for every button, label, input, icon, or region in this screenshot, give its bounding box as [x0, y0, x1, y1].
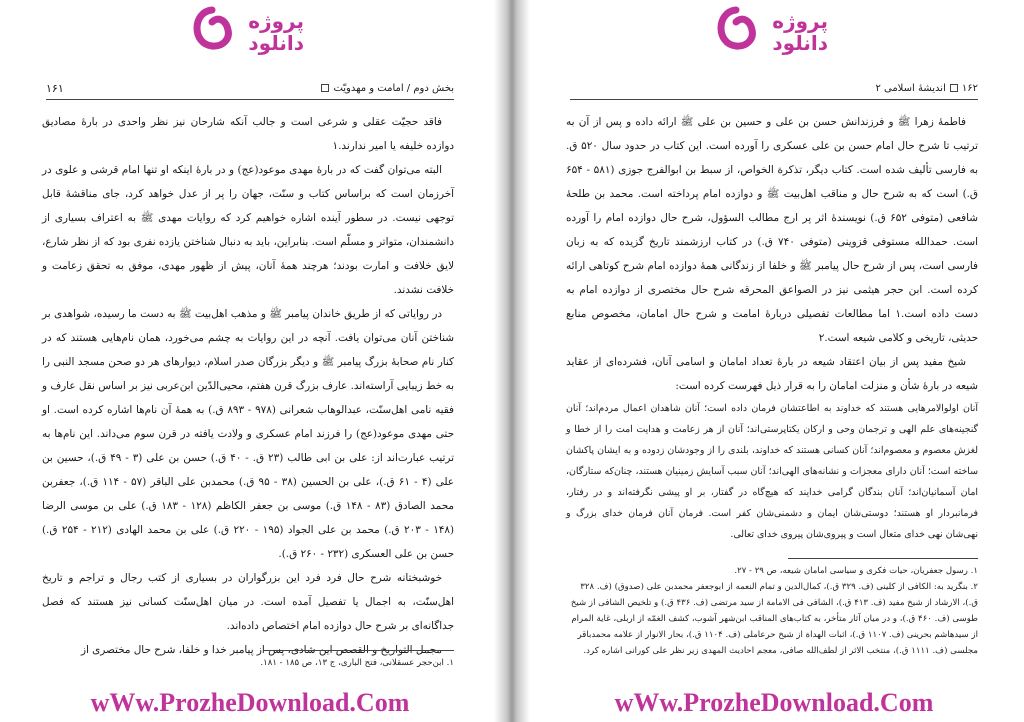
- footnote-rule: [264, 650, 454, 651]
- separator-square-icon: [950, 84, 958, 92]
- paragraph: فاطمهٔ زهرا ﷺ و فرزندانش حسن بن علی و حسین بن علی ﷺ ارائه داده و پس از آن به ترتیب تا شرح حال امام حسن بن علی عسکری را آورده است. این کتاب در حدود سال ۵۲۰ ق. به فارسی تألیف شده است. کتاب دیگر، تذکرة الخواص، از سبط بن ابوالفرج جوزی (۵۸۱ - ۶۵۴ ق.) است که به شرح حال و مناقب اهل‌بیت ﷺ و دوازده امام پرداخته است. محمد بن طلحهٔ شافعی (متوفی ۶۵۲ ق.) نویسندهٔ اثر پر ارج مطالب السؤول، شرح حال دوازده امام را آورده است. حمدالله مستوفی قزوینی (متوفی ۷۴۰ ق.) در کتاب ارزشمند تاریخ گزیده که به زبان فارسی است، پس از شرح حال پیامبر ﷺ و خلفا از زندگانی همهٔ دوازده امام شرح کوتاهی ارائه کرده است. ابن حجر هیثمی نیز در الصواعق المحرقه شرح حال مختصری از دوازده امام به دست داده است.۱ اما مطالعات تفصیلی دربارهٔ امامت و شرح حال امامان، مخصوص منابع حدیثی، تاریخی و کلامی شیعه است.۲: [566, 116, 979, 344]
- footnotes: [42, 650, 454, 671]
- book-gutter: [494, 0, 530, 722]
- prozhe-download-logo: [190, 2, 310, 62]
- right-page: [530, 0, 1018, 722]
- footnotes: [566, 558, 978, 659]
- footnote: ۱. رسول جعفریان، حیات فکری و سیاسی امامان شیعه، ص ۲۹ - ۲۷.: [734, 566, 978, 576]
- watermark: wWw.ProzheDownload.Com: [90, 688, 410, 717]
- svg-text:پروژه: پروژه: [248, 9, 304, 33]
- paragraph: فاقد حجیّت عقلی و شرعی است و جالب آنکه شارحان نیز نظر واحدی در بارهٔ مصادیق دوازده خلیفه یا امیر ندارند.۱: [42, 116, 454, 152]
- chapter-title: بخش دوم / امامت و مهدویّت: [317, 83, 454, 94]
- page-number: ۱۶۱: [46, 82, 64, 95]
- paragraph: شیخ مفید پس از بیان اعتقاد شیعه در بارهٔ تعداد امامان و اسامی آنان، فشرده‌ای از عقاید شیعه در بارهٔ شأن و منزلت امامان را به قرار ذیل فهرست کرده است:: [566, 356, 978, 392]
- paragraph: در روایاتی که از طریق خاندان پیامبر ﷺ و مذهب اهل‌بیت ﷺ به دست ما رسیده، شواهدی بر شناختن آنان می‌توان یافت. آنچه در این روایات به چشم می‌خورد، همان نام‌هایی هستند که در کنار نام صحابهٔ بزرگ پیامبر ﷺ و دیگر بزرگان صدر اسلام، دیوارهای هر دو صحن مسجد النبی را به خط زیبایی آراسته‌اند. عارف بزرگ قرن هفتم، محیی‌الدّین ابن‌عربی نیز بر اساس نقل عارف و فقیه نامی اهل‌سنّت، عبدالوهاب شعرانی (۹۷۸ - ۸۹۳ ق.) به همهٔ آن نام‌ها اشاره کرده است. او حتی مهدی موعود(عج) را فرزند امام عسکری و ولادت یافته در قرن سوم می‌داند. این نام‌ها به ترتیب عبارت‌اند از: علی بن ابی طالب (۲۳ ق. - ۴۰ ق.) حسن بن علی (۳ - ۴۹ ق.)، حسین بن علی (۴ - ۶۱ ق.)، علی بن الحسین (۳۸ - ۹۵ ق.) محمدبن علی الباقر (۵۷ - ۱۱۴ ق.)، جعفربن محمد الصادق (۸۳ - ۱۴۸ ق.) موسی بن جعفر الکاظم (۱۲۸ - ۱۸۳ ق.) علی بن موسی الرضا (۱۴۸ - ۲۰۳ ق.) محمد بن علی الجواد (۱۹۵ - ۲۲۰ ق.) علی بن محمد الهادی (۲۱۲ - ۲۵۴ ق.) حسن بن علی العسکری (۲۳۲ - ۲۶۰ ق.).: [42, 308, 454, 560]
- body-text: [566, 110, 978, 545]
- paragraph: خوشبختانه شرح حال فرد فرد این بزرگواران در بسیاری از کتب رجال و تراجم و تاریخ اهل‌سنّت، به اجمال یا تفصیل آمده است. در میان اهل‌سنّت کسانی نیز هستند که فصل جداگانه‌ای بر شرح حال دوازده امام اختصاص داده‌اند.: [42, 572, 454, 632]
- paragraph: البته می‌توان گفت که در بارهٔ مهدی موعود(عج) و در بارهٔ اینکه او تنها امام قرشی و علوی در آخرزمان است که براساس کتاب و سنّت، جهان را پر از عدل خواهد کرد، جای مناقشهٔ قابل توجهی نیست. در سطور آینده اشاره خواهیم کرد که روایات مهدی ﷺ به اعتراف بسیاری از دانشمندان، متواتر و مسلّم است. بنابراین، باید به دنبال شناختن یازده نفری بود که از نظر شارع، لایق خلافت و امارت بودند؛ هرچند همهٔ آنان، پیش از ظهور مهدی، موفق به تحقق زعامت و خلافت نشدند.: [42, 164, 454, 296]
- svg-text:دانلود: دانلود: [248, 31, 304, 55]
- book-title: ۱۶۲اندیشهٔ اسلامی ۲: [875, 83, 978, 94]
- left-page: [6, 0, 494, 722]
- svg-text:پروژه: پروژه: [772, 9, 828, 33]
- separator-square-icon: [321, 84, 329, 92]
- body-text: [42, 110, 454, 662]
- watermark: wWw.ProzheDownload.Com: [614, 688, 934, 717]
- page-header: [570, 81, 978, 100]
- block-quote: آنان اولوالامرهایی هستند که خداوند به اطاعتشان فرمان داده است؛ آنان شاهدان اعمال مردم‌اند؛ آنان گنجینه‌های علم الهی و ترجمان وحی و ارکان یکتاپرستی‌اند؛ آنان از هر زعامت و هدایت امت را از خطا و لغزش معصوم و معصوم‌اند؛ آنان کسانی هستند که خداوند، بلندی را از وجودشان زدوده و به ایشان پاکشان ساخته است؛ آنان دارای معجزات و نشانه‌های الهی‌اند؛ آنان سبب آسایش زمینیان هستند، چنان‌که ستارگان، امان آسمانیان‌اند؛ آنان بندگان گرامی خدایند که هیچ‌گاه در گفتار، بر او پیشی نگرفته‌اند و در رفتار، فرمانبردار او هستند؛ دوستی‌شان ایمان و دشمنی‌شان کفر است. فرمان آنان فرمان خدای بزرگ و نهی‌شان نهی خدای متعال است و پیروی‌شان پیروی خدای تعالی.: [566, 403, 978, 540]
- prozhe-download-logo: [714, 2, 834, 62]
- footnote-rule: [788, 558, 978, 559]
- paragraph: مجمل التواریخ و القصص این شادی، پس از پیامبر خدا و خلفا، شرح حال مختصری از: [80, 644, 442, 656]
- footnote: ۱. ابن‌حجر عسقلانی، فتح الباری، ج ۱۳، ص ۱۸۵ - ۱۸۱.: [260, 658, 454, 668]
- svg-text:دانلود: دانلود: [772, 31, 828, 55]
- footnote: ۲. بنگرید به: الکافی از کلینی (ف. ۳۲۹ ق.)، کمال‌الدین و تمام النعمه از ابوجعفر محمدبن علی (صدوق) (ف. ۳۲۸ ق.)، الارشاد از شیخ مفید (ف. ۴۱۳ ق.)، الشافی فی الامامة از سید مرتضی (ف. ۴۳۶ ق.) و تلخیص الشافی از شیخ طوسی (ف. ۴۶۰ ق.)، و در میان آثار متأخر، به کتاب‌های المناقب ابن‌شهر آشوب، کشف الغمّه از اربلی، غایة المرام از سیدهاشم بحرینی (ف. ۱۱۰۷ ق.)، اثبات الهداة از شیخ حرعاملی (ف. ۱۱۰۴ ق.)، بحار الانوار از علامه محمدباقر مجلسی (ف. ۱۱۱۱ ق.)، منتخب الاثر از لطف‌الله صافی، معجم احادیث المهدی زیر نظر علی کورانی اشاره کرد.: [570, 582, 978, 656]
- page-header: [46, 81, 454, 100]
